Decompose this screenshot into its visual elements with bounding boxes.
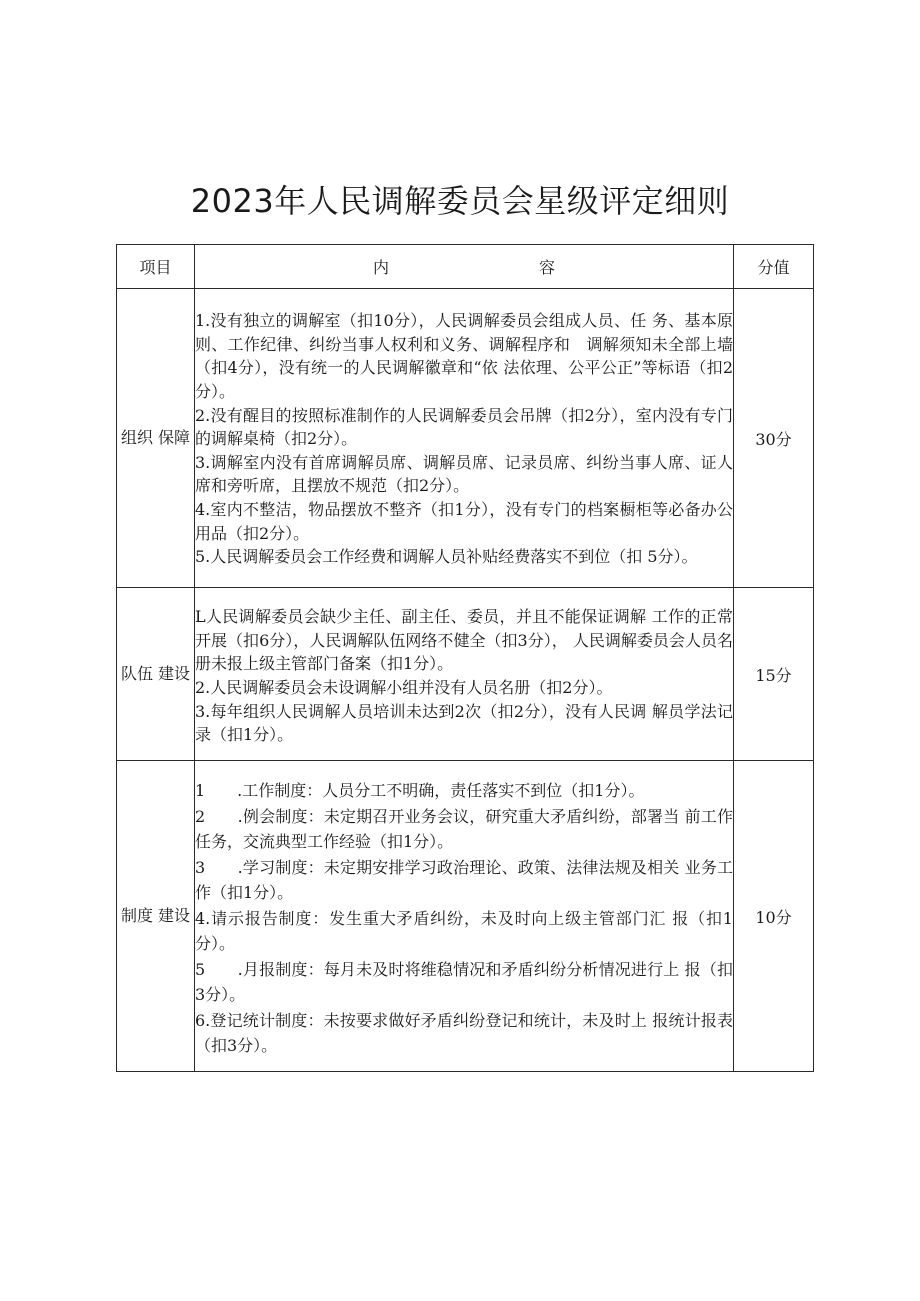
criterion-item: 4.请示报告制度：发生重大矛盾纠纷，未及时向上级主管部门汇 报（扣1分）。 bbox=[195, 908, 733, 954]
header-item: 项目 bbox=[117, 245, 195, 289]
criterion-item: 2.没有醒目的按照标准制作的人民调解委员会吊牌（扣2分），室内没有专门的调解桌椅（扣2分）。 bbox=[195, 405, 733, 449]
document-title: 2023年人民调解委员会星级评定细则 bbox=[190, 182, 730, 220]
criterion-item: 3 .学习制度：未定期安排学习政治理论、政策、法律法规及相关 业务工作（扣1分）。 bbox=[195, 857, 733, 903]
criterion-item: 5.人民调解委员会工作经费和调解人员补贴经费落实不到位（扣 5分）。 bbox=[195, 547, 698, 567]
row-score: 10分 bbox=[734, 761, 814, 1072]
criterion-item: 3.每年组织人民调解人员培训未达到2次（扣2分），没有人民调 解员学法记录（扣1分）。 bbox=[195, 701, 733, 745]
criterion-item: 2 .例会制度：未定期召开业务会议，研究重大矛盾纠纷，部署当 前工作任务，交流典型工作经验（扣1分）。 bbox=[195, 806, 733, 852]
criterion-item: 2.人民调解委员会未设调解小组并没有人员名册（扣2分）。 bbox=[195, 678, 613, 697]
header-score: 分值 bbox=[734, 245, 814, 289]
row-category: 制度 建设 bbox=[117, 761, 195, 1072]
row-content bbox=[195, 588, 734, 761]
criterion-item: 3.调解室内没有首席调解员席、调解员席、记录员席、纠纷当事人席、证人席和旁听席，且摆放不规范（扣2分）。 bbox=[195, 452, 733, 496]
header-content bbox=[195, 245, 734, 289]
header-content-right: 容 bbox=[539, 258, 556, 277]
criterion-item: 1.没有独立的调解室（扣10分），人民调解委员会组成人员、任 务、基本原则、工作纪律、纠纷当事人权利和义务、调解程序和 调解须知未全部上墙（扣4分），没有统一的人民调解徽章和“依 法依理、公平公正”等标语（扣2分）。 bbox=[195, 311, 733, 402]
criterion-item: 4.室内不整洁，物品摆放不整齐（扣1分），没有专门的档案橱柜等必备办公用品（扣2分）。 bbox=[195, 499, 733, 543]
criterion-item: L人民调解委员会缺少主任、副主任、委员，并且不能保证调解 工作的正常开展（扣6分），人民调解队伍网络不健全（扣3分）， 人民调解委员会人员名册未报上级主管部门备案（扣1分）。 bbox=[195, 607, 733, 674]
table-row bbox=[117, 761, 814, 1072]
row-category: 队伍 建设 bbox=[117, 588, 195, 761]
header-content-left: 内 bbox=[372, 258, 389, 277]
criterion-item: 6.登记统计制度：未按要求做好矛盾纠纷登记和统计，未及时上 报统计报表（扣3分）。 bbox=[195, 1010, 733, 1056]
criterion-item: 5 .月报制度：每月未及时将维稳情况和矛盾纠纷分析情况进行上 报（扣3分）。 bbox=[195, 959, 733, 1005]
row-score: 15分 bbox=[734, 588, 814, 761]
rating-criteria-table bbox=[116, 244, 814, 1072]
row-score: 30分 bbox=[734, 289, 814, 588]
row-content bbox=[195, 761, 734, 1072]
table-row bbox=[117, 588, 814, 761]
row-content bbox=[195, 289, 734, 588]
table-row bbox=[117, 289, 814, 588]
criterion-item: 1 .工作制度：人员分工不明确，责任落实不到位（扣1分）。 bbox=[195, 781, 645, 801]
row-category: 组织 保障 bbox=[117, 289, 195, 588]
table-header-row bbox=[117, 245, 814, 289]
